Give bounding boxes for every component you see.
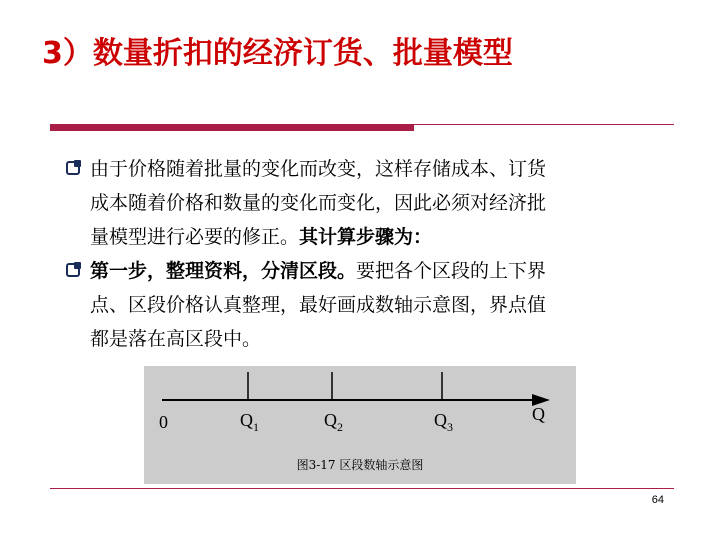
tick-label-q1: $Q_1$ — [240, 410, 259, 434]
bullet-item-1 — [64, 152, 684, 254]
number-line-diagram — [144, 366, 576, 484]
bullet-text: 成本随着价格和数量的变化而变化，因此必须对经济批 — [90, 192, 547, 214]
origin-label: 0 — [159, 412, 168, 432]
bullet-text: 要把各个区段的上下界 — [356, 260, 547, 282]
bullet-line — [90, 322, 684, 356]
axis-label: Q — [532, 404, 545, 424]
bullet-text: 都是落在高区段中。 — [90, 328, 262, 350]
bullet-text: 点、区段价格认真整理，最好画成数轴示意图，界点值 — [90, 294, 547, 316]
bullet-list — [64, 152, 684, 356]
bullet-line — [90, 152, 684, 186]
bullet-line — [90, 186, 684, 220]
footer-rule — [50, 488, 674, 489]
bullet-text: 由于价格随着批量的变化而改变，这样存储成本、订货 — [90, 158, 547, 180]
slide-title: 3）数量折扣的经济订货、批量模型 — [42, 36, 513, 71]
figure-caption: 图3-17 区段数轴示意图 — [296, 458, 424, 472]
number-line-figure — [144, 366, 576, 484]
bullet-text: 量模型进行必要的修正。 — [90, 226, 300, 248]
checkbox-bullet-icon — [66, 161, 80, 175]
tick-label-q3: $Q_3$ — [434, 410, 453, 434]
title-rule-line — [414, 124, 674, 125]
bullet-line — [90, 220, 684, 254]
page-number: 64 — [651, 494, 664, 506]
checkbox-bullet-icon — [66, 263, 80, 277]
title-accent-bar — [50, 124, 414, 131]
bullet-text-bold: 第一步，整理资料，分清区段。 — [90, 260, 357, 282]
bullet-line — [90, 288, 684, 322]
bullet-text-bold: 其计算步骤为： — [299, 226, 433, 248]
bullet-line — [90, 254, 684, 288]
tick-label-q2: $Q_2$ — [324, 410, 343, 434]
bullet-item-2 — [64, 254, 684, 356]
